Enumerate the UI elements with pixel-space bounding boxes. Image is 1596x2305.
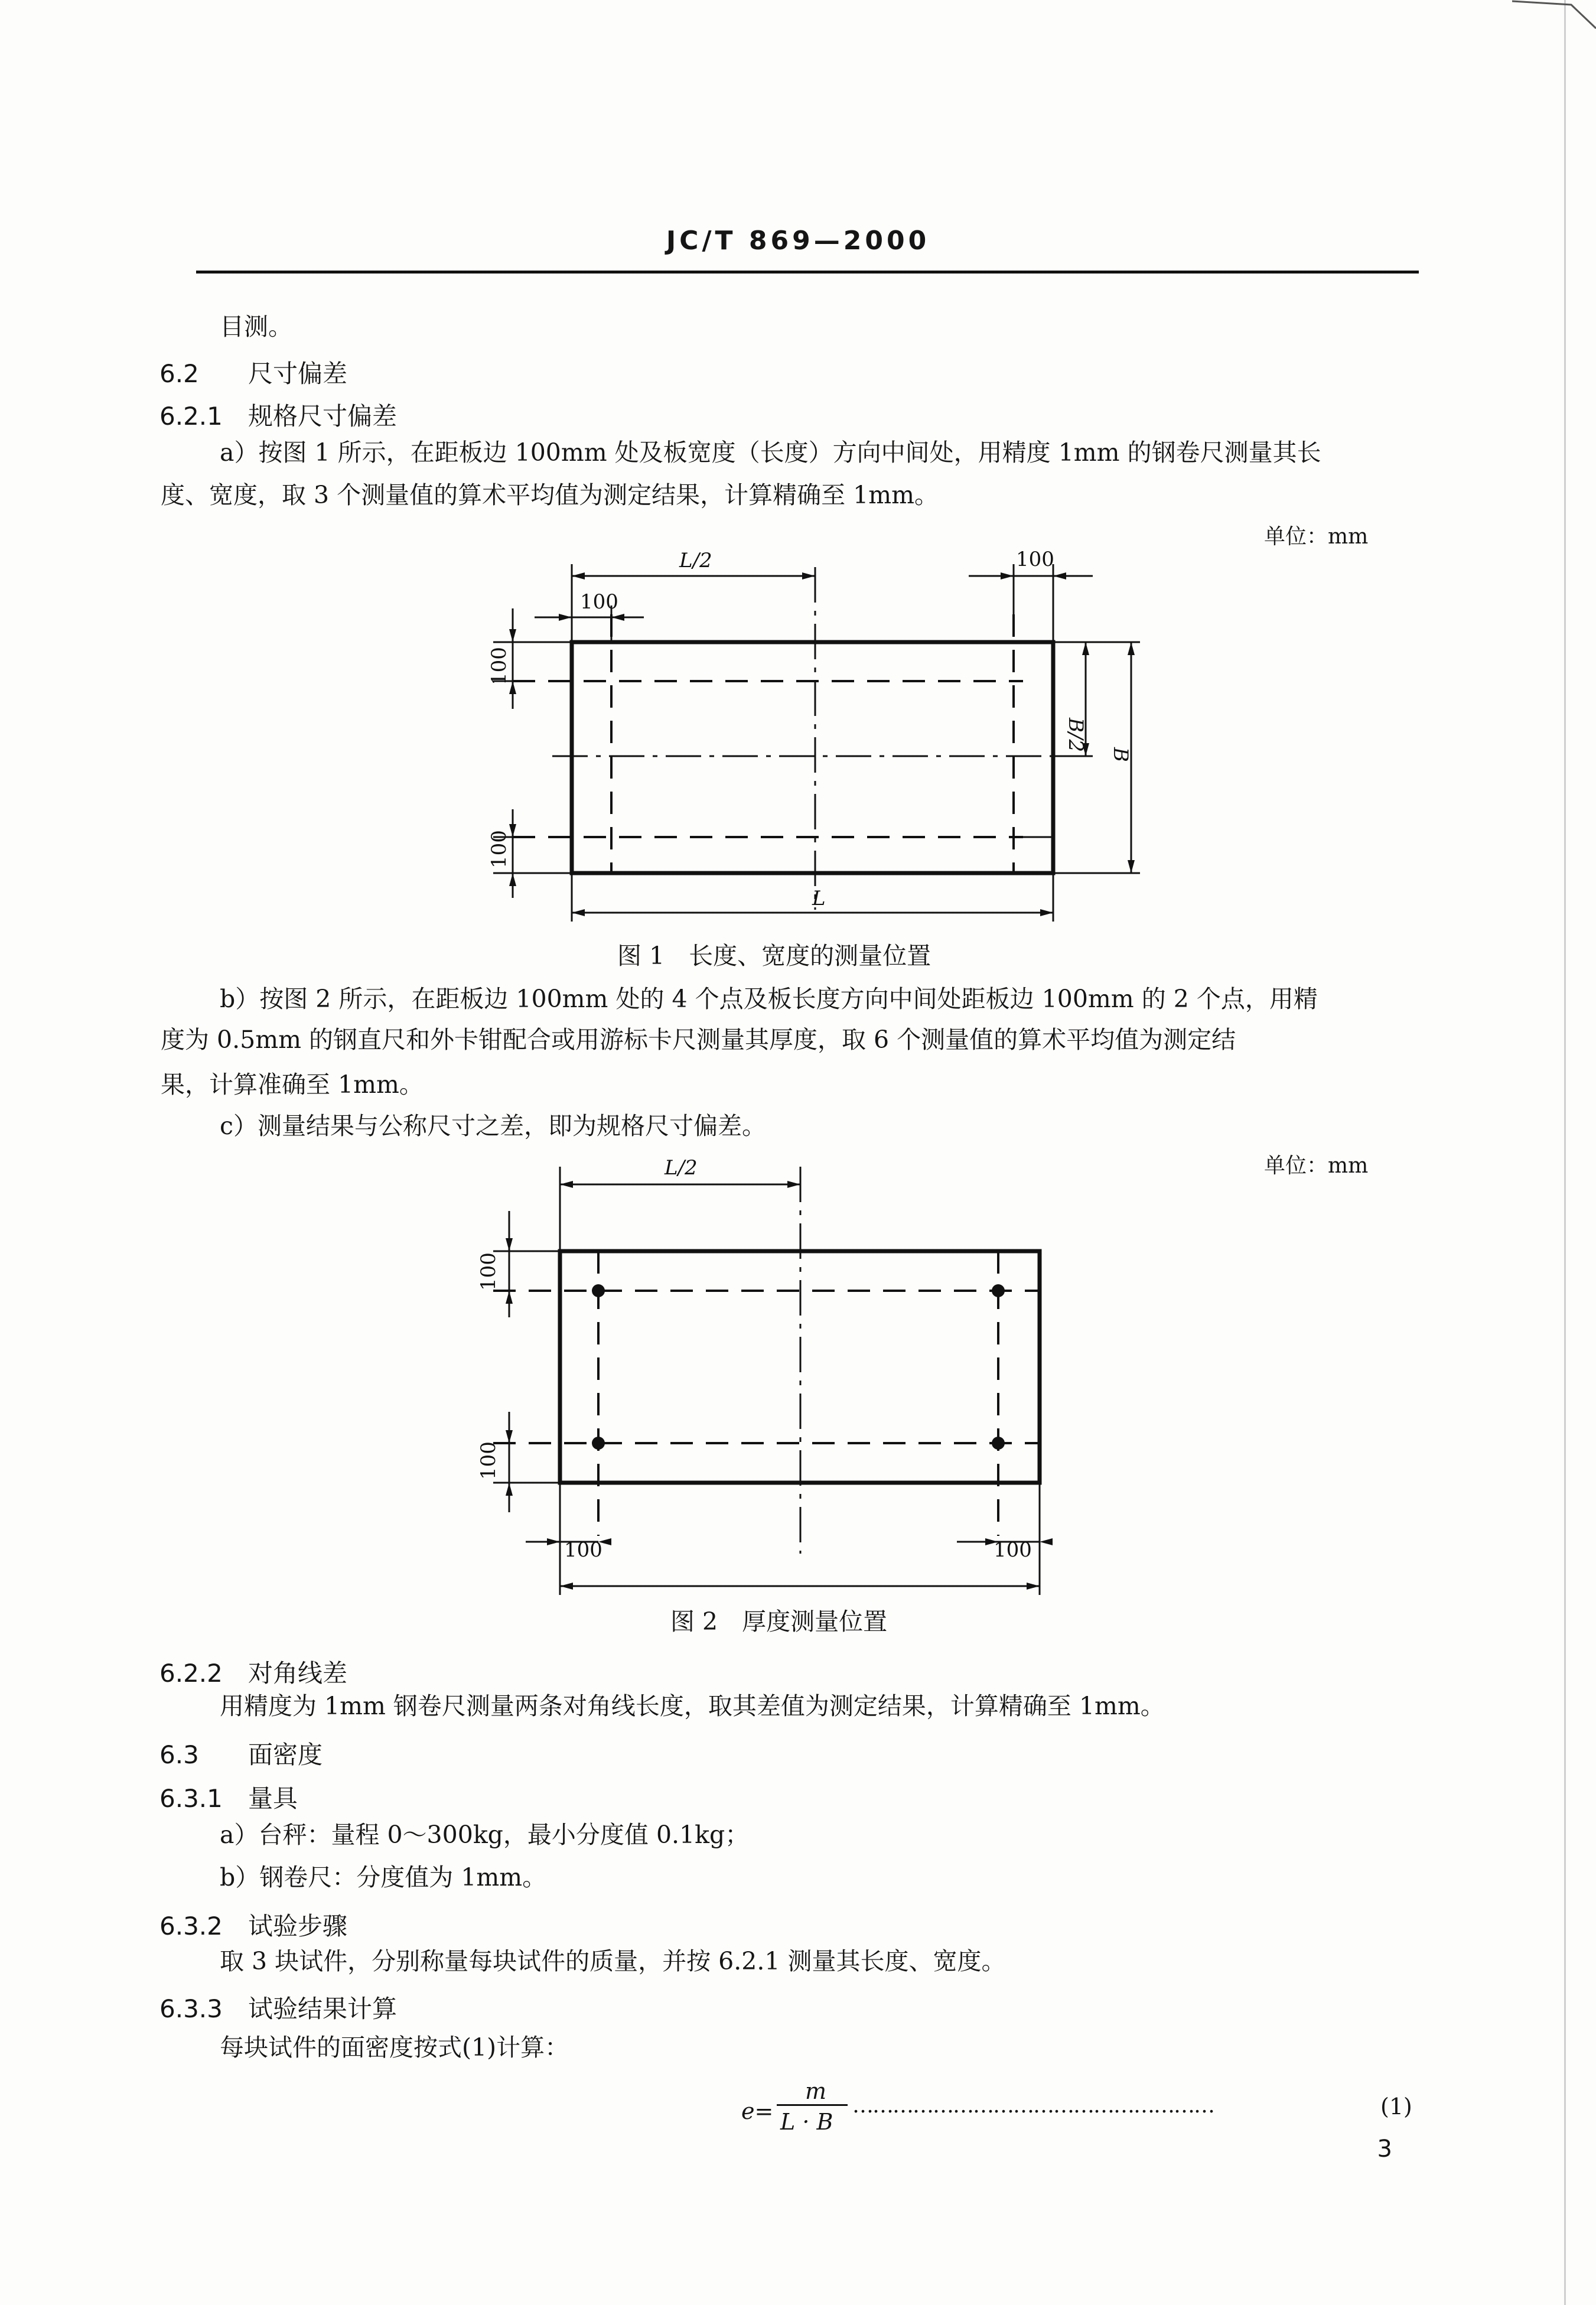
formula-lhs: e= bbox=[741, 2098, 774, 2124]
formula-1 bbox=[741, 2078, 1426, 2143]
standard-code-header: JC/T 869—2000 bbox=[666, 226, 930, 256]
procedure-paragraph: 取 3 块试件，分别称量每块试件的质量，并按 6.2.1 测量其长度、宽度。 bbox=[220, 1947, 1006, 1975]
formula-numerator: m bbox=[805, 2078, 827, 2104]
fig1-board-outline bbox=[572, 642, 1053, 873]
section-6-3-3 bbox=[159, 1990, 397, 2025]
section-number: 6.3 bbox=[159, 1740, 199, 1769]
paragraph-c: c）测量结果与公称尺寸之差，即为规格尺寸偏差。 bbox=[220, 1112, 766, 1140]
paragraph-b-line-2: 度为 0.5mm 的钢直尺和外卡钳配合或用游标卡尺测量其厚度，取 6 个测量值的算术平均值为测定结 bbox=[161, 1025, 1236, 1054]
section-number: 6.3.1 bbox=[159, 1784, 223, 1813]
fraction-bar bbox=[777, 2104, 848, 2106]
fig1-label-width: B bbox=[1109, 747, 1132, 762]
section-number: 6.3.2 bbox=[159, 1912, 223, 1941]
fig2-label-100-left-bottom: 100 bbox=[477, 1441, 500, 1480]
section-number: 6.2.2 bbox=[159, 1659, 223, 1688]
section-number: 6.2 bbox=[159, 359, 199, 388]
page-number: 3 bbox=[1377, 2135, 1392, 2163]
paragraph-a-line-2: 度、宽度，取 3 个测量值的算术平均值为测定结果，计算精确至 1mm。 bbox=[161, 481, 939, 509]
section-title: 面密度 bbox=[248, 1740, 323, 1769]
fig1-label-length: L bbox=[812, 887, 826, 910]
figure-2-diagram bbox=[0, 1122, 1596, 1619]
formula-denominator: L · B bbox=[780, 2109, 833, 2135]
section-6-3 bbox=[159, 1736, 323, 1771]
paragraph-b-line-1: b）按图 2 所示，在距板边 100mm 处的 4 个点及板长度方向中间处距板边 100mm 的 2 个点，用精 bbox=[220, 985, 1318, 1013]
fig1-label-half-width: B/2 bbox=[1064, 718, 1087, 753]
figure-1-diagram bbox=[0, 0, 1596, 981]
fig2-label-100-left-top: 100 bbox=[477, 1252, 500, 1291]
fig2-measure-point-top-left bbox=[592, 1284, 605, 1297]
paragraph-a-line-1: a）按图 1 所示，在距板边 100mm 处及板宽度（长度）方向中间处，用精度 1mm 的钢卷尺测量其长 bbox=[220, 438, 1321, 467]
instrument-a: a）台秤：量程 0～300kg，最小分度值 0.1kg； bbox=[220, 1821, 750, 1849]
section-title: 尺寸偏差 bbox=[248, 359, 348, 388]
fig2-label-100-bottom-left: 100 bbox=[564, 1538, 602, 1562]
diagonal-paragraph: 用精度为 1mm 钢卷尺测量两条对角线长度，取其差值为测定结果，计算精确至 1mm。 bbox=[220, 1692, 1165, 1720]
section-6-3-2 bbox=[159, 1907, 347, 1942]
section-number: 6.2.1 bbox=[159, 402, 223, 431]
visual-inspection-line: 目测。 bbox=[220, 312, 292, 341]
instrument-b: b）钢卷尺：分度值为 1mm。 bbox=[220, 1863, 547, 1891]
formula-leader-dots: ……………………………………………… bbox=[852, 2094, 1214, 2118]
fig1-label-100-top-left: 100 bbox=[580, 590, 618, 614]
fig2-label-100-bottom-right: 100 bbox=[994, 1538, 1032, 1562]
fig2-label-half-length: L/2 bbox=[665, 1156, 698, 1180]
fig1-label-100-top-right: 100 bbox=[1016, 548, 1054, 571]
fig1-label-half-length: L/2 bbox=[679, 549, 712, 572]
fig1-label-100-left-bottom: 100 bbox=[487, 830, 511, 868]
fig1-label-100-left-top: 100 bbox=[487, 647, 511, 685]
section-6-3-1 bbox=[159, 1779, 298, 1815]
section-number: 6.3.3 bbox=[159, 1994, 223, 2023]
section-title: 试验步骤 bbox=[248, 1912, 348, 1941]
fig2-measure-point-bottom-right bbox=[992, 1437, 1005, 1450]
section-6-2-2 bbox=[159, 1654, 347, 1689]
fig2-measure-point-top-right bbox=[992, 1284, 1005, 1297]
section-title: 规格尺寸偏差 bbox=[248, 402, 398, 431]
unit-label-figure-2: 单位：mm bbox=[1264, 1154, 1369, 1178]
fig2-measure-point-bottom-left bbox=[592, 1437, 605, 1450]
calculation-intro: 每块试件的面密度按式(1)计算： bbox=[220, 2033, 569, 2062]
unit-label-figure-1: 单位：mm bbox=[1264, 525, 1369, 549]
formula-number: (1) bbox=[1380, 2094, 1412, 2120]
figure-2-caption: 图 2 厚度测量位置 bbox=[670, 1607, 888, 1636]
section-title: 量具 bbox=[248, 1784, 298, 1813]
figure-1-caption: 图 1 长度、宽度的测量位置 bbox=[617, 942, 931, 970]
section-title: 对角线差 bbox=[248, 1659, 348, 1688]
paragraph-b-line-3: 果，计算准确至 1mm。 bbox=[161, 1070, 424, 1099]
section-title: 试验结果计算 bbox=[248, 1994, 398, 2023]
